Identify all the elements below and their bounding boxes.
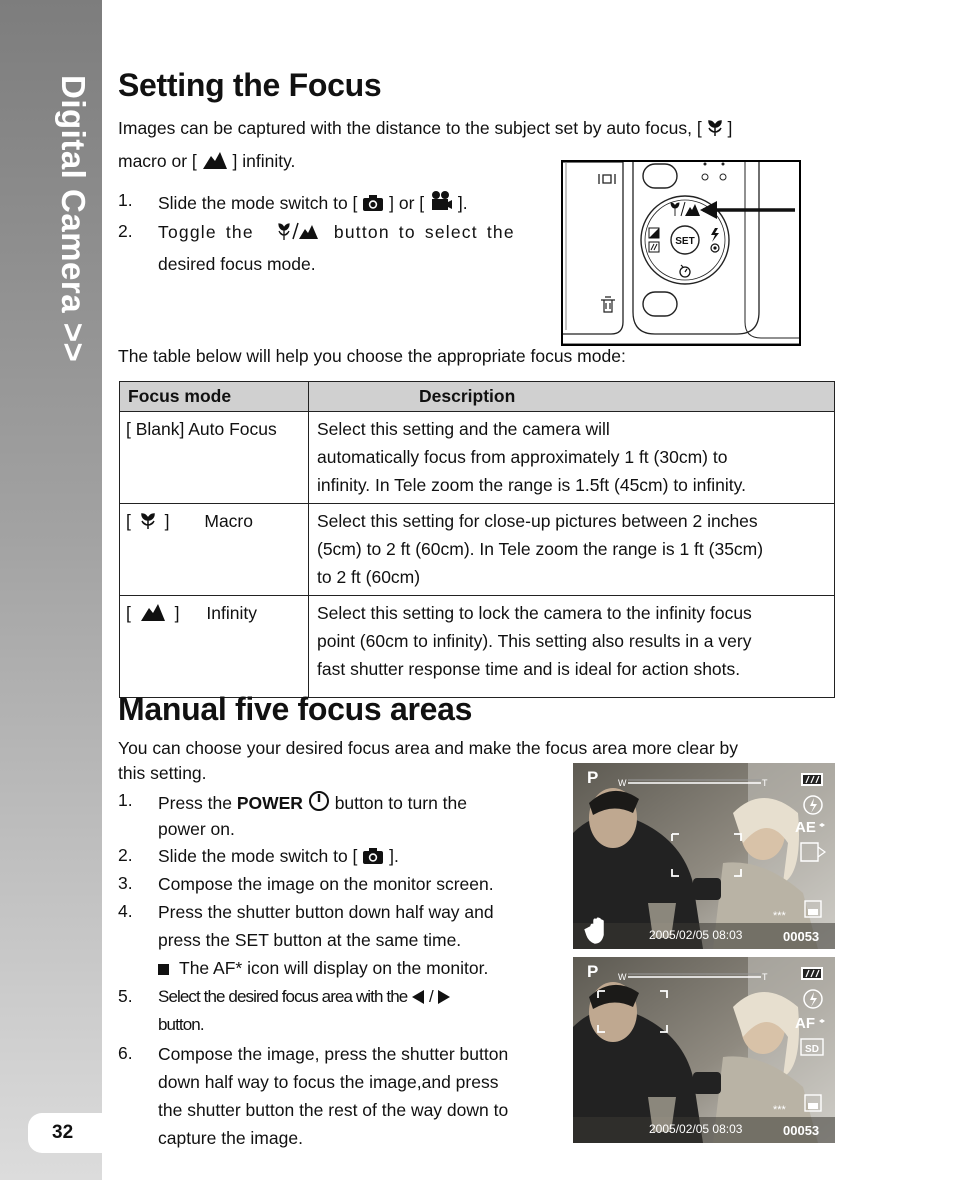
manual-step-6: Compose the image, press the shutter button <box>158 1044 509 1064</box>
macro-infinity-button-icon <box>277 221 319 241</box>
manual-step-5-cont: button. <box>158 1015 204 1034</box>
manual-step-2: Slide the mode switch to [ ]. <box>158 846 399 866</box>
svg-text:AF: AF <box>795 1015 815 1032</box>
svg-text:W: W <box>618 972 627 982</box>
table-row <box>120 596 835 698</box>
manual-step-6-l4: capture the image. <box>158 1128 303 1148</box>
svg-text:00053: 00053 <box>783 1123 820 1138</box>
table-intro: The table below will help you choose the appropriate focus mode: <box>118 346 626 366</box>
macro-icon <box>140 512 156 530</box>
step-number: 4. <box>118 901 133 921</box>
manual-step-3: Compose the image on the monitor screen. <box>158 874 494 894</box>
square-bullet <box>158 964 169 975</box>
step-number: 3. <box>118 873 133 893</box>
svg-text:00053: 00053 <box>783 929 820 944</box>
manual-step-6-l2: down half way to focus the image,and press <box>158 1072 499 1092</box>
manual-step-4-note: The AF* icon will display on the monitor. <box>158 957 488 979</box>
macro-icon <box>707 119 723 137</box>
camera-icon <box>362 847 384 865</box>
table-row <box>120 504 835 596</box>
table-cell-mode: [ ] Macro <box>120 504 309 596</box>
step-number: 2. <box>118 845 133 865</box>
table-row <box>120 412 835 504</box>
heading-setting-focus: Setting the Focus <box>118 67 382 103</box>
table-cell-desc: Select this setting for close-up pictures between 2 inches (5cm) to 2 ft (60cm). In Tele zoom the range is 1 ft (35cm) to 2 ft (60cm) <box>309 504 835 596</box>
right-arrow-icon <box>437 989 451 1005</box>
manual-step-4: Press the shutter button down half way and <box>158 902 494 922</box>
svg-text:***: *** <box>773 1104 786 1116</box>
table-cell-mode: [ Blank] Auto Focus <box>120 412 309 504</box>
focus-intro-line2: macro or [ ] infinity. <box>118 151 296 171</box>
focus-intro-line1: Images can be captured with the distance to the subject set by auto focus, [ ] <box>118 118 733 138</box>
focus-step-2: Toggle the button to select the <box>158 222 515 242</box>
table-cell-mode: [ ] Infinity <box>120 596 309 698</box>
infinity-mountain-icon <box>140 602 166 622</box>
focus-step-1: Slide the mode switch to [ ] or [ ]. <box>158 190 468 214</box>
svg-text:2005/02/05 08:03: 2005/02/05 08:03 <box>649 1122 743 1136</box>
svg-text:***: *** <box>773 910 786 922</box>
manual-intro-line2: this setting. <box>118 763 207 783</box>
manual-step-6-l3: the shutter button the rest of the way down to <box>158 1100 509 1120</box>
set-label: SET <box>675 236 695 247</box>
camera-back-illustration <box>561 160 801 346</box>
step-number: 1. <box>118 190 133 210</box>
svg-text:T: T <box>762 778 768 788</box>
table-header-focus-mode: Focus mode <box>120 382 309 412</box>
heading-manual-focus: Manual five focus areas <box>118 691 473 727</box>
camera-icon <box>362 194 384 212</box>
svg-text:2005/02/05 08:03: 2005/02/05 08:03 <box>649 928 743 942</box>
svg-text:P: P <box>587 768 599 787</box>
focus-mode-table <box>119 381 835 698</box>
manual-intro-line1: You can choose your desired focus area and make the focus area more clear by <box>118 738 738 758</box>
table-cell-desc: Select this setting to lock the camera to the infinity focus point (60cm to infinity). This setting also results in a very fast shutter response time and is ideal for action shots. <box>309 596 835 698</box>
table-header-row <box>120 382 835 412</box>
movie-camera-icon <box>429 190 453 212</box>
table-header-description: Description <box>309 382 835 412</box>
focus-step-2-cont: desired focus mode. <box>158 254 316 274</box>
manual-step-1-cont: power on. <box>158 819 235 839</box>
step-number: 1. <box>118 790 133 810</box>
step-number: 5. <box>118 986 133 1006</box>
manual-step-1: Press the POWER button to turn the <box>158 790 467 814</box>
svg-text:AE: AE <box>795 819 816 836</box>
table-cell-desc: Select this setting and the camera will automatically focus from approximately 1 ft (30cm) to infinity. In Tele zoom the range is 1.5ft (45cm) to infinity. <box>309 412 835 504</box>
power-icon <box>308 790 330 812</box>
manual-step-5: Select the desired focus area with the / <box>158 986 451 1008</box>
step-number: 6. <box>118 1043 133 1063</box>
lcd-screen-ae <box>573 763 835 949</box>
sidebar <box>0 0 102 1180</box>
svg-text:W: W <box>618 778 627 788</box>
lcd-screen-af <box>573 957 835 1143</box>
manual-step-4-cont: press the SET button at the same time. <box>158 930 462 950</box>
left-arrow-icon <box>411 989 425 1005</box>
svg-text:P: P <box>587 962 599 981</box>
svg-text:SD: SD <box>805 1044 819 1055</box>
svg-text:T: T <box>762 972 768 982</box>
chapter-title: Digital Camera >> <box>55 75 92 363</box>
step-number: 2. <box>118 221 133 241</box>
page-number: 32 <box>28 1113 102 1153</box>
infinity-mountain-icon <box>202 150 228 170</box>
